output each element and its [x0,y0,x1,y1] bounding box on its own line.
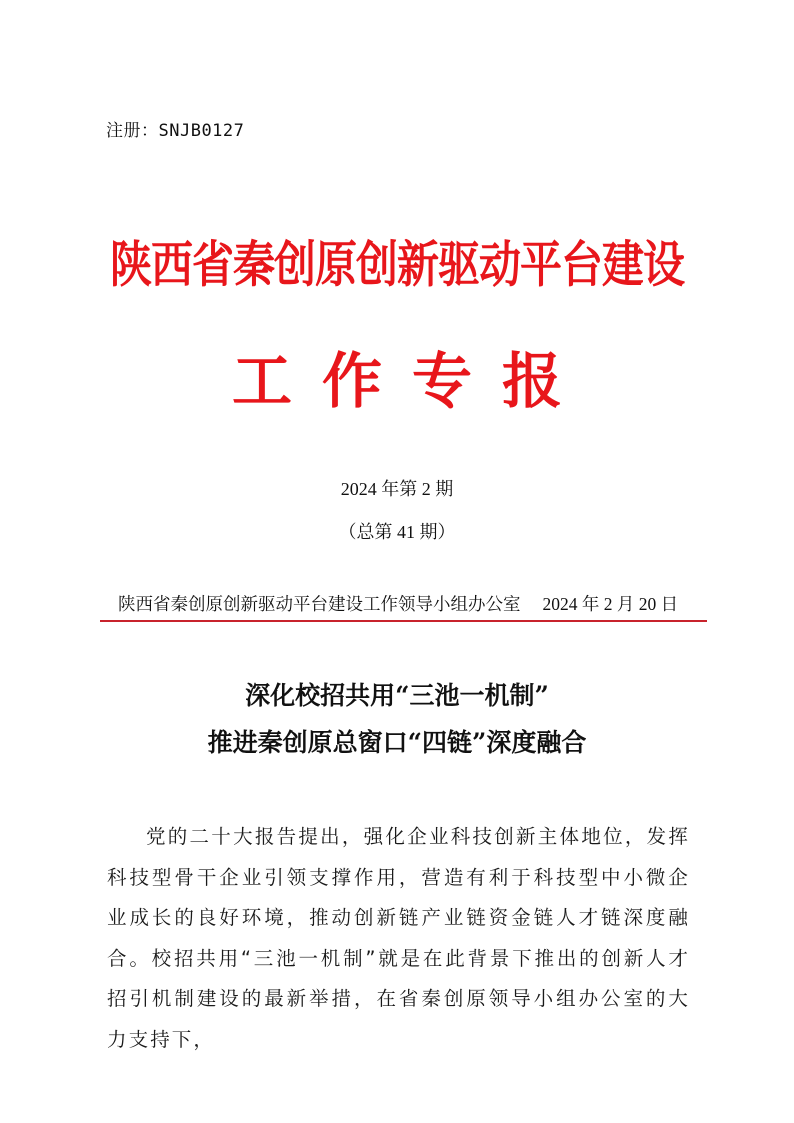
article-title-line2: 推进秦创原总窗口“四链”深度融合 [207,728,587,757]
masthead-subtitle: 工作专报 [232,347,592,417]
article-title-line1: 深化校招共用“三池一机制” [245,681,549,710]
publisher-office: 陕西省秦创原创新驱动平台建设工作领导小组办公室 [118,594,521,614]
masthead-title: 陕西省秦创原创新驱动平台建设 [109,235,684,294]
registration-label: 注册： [106,121,159,141]
publisher-line [118,591,678,616]
publish-date: 2024 年 2 月 20 日 [542,594,679,614]
issue-number: 2024 年第 2 期 [340,479,454,499]
article-paragraph: 党的二十大报告提出，强化企业科技创新主体地位，发挥科技型骨干企业引领支撑作用，营造有利于科技型中小微企业成长的良好环境，推动创新链产业链资金链人才链深度融合。校招共用“三池一机制”就是在此背景下推出的创新人才招引机制建设的最新举措，在省秦创原领导小组办公室的大力支持下， [107,825,690,1051]
issue-total: （总第 41 期） [338,522,456,542]
registration-code: SNJB0127 [158,121,245,141]
red-divider [100,620,707,622]
article-body [107,817,690,1060]
registration-number [106,116,244,141]
